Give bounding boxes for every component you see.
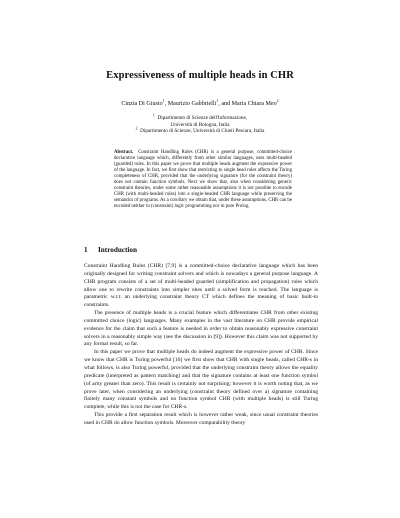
paper-title: Expressiveness of multiple heads in CHR	[106, 70, 294, 81]
affiliation-2	[0, 125, 400, 135]
affiliation-line: Università di Bologna, Italia	[170, 121, 230, 128]
author-name: Maria Chiara Meo	[231, 101, 277, 108]
affiliation-marker: 1	[152, 112, 155, 118]
author-separator: ,	[164, 101, 168, 108]
author-separator: , and	[218, 101, 232, 108]
section-heading	[84, 246, 137, 254]
paragraph: Constraint Handling Rules (CHR) [7,9] is a committed-choice declarative language which has been originally designed for writing constraint solvers and which is nowadays a general purpose language. A CHR program consists of a set of multi-headed guarded (simplification and propagation) rules which allow one to rewrite constraints into simpler ones until a solved form is reached. The language is parametric w.r.t. an underlying constraint theory CT which defines the meaning of basic built-in constraints.	[84, 263, 318, 309]
paragraph: The presence of multiple heads is a crucial feature which differentiates CHR from other existing committed choice (logic) languages. Many examples in the vast literature on CHR provide empirical evidence for the claim that such a feature is needed in order to obtain reasonably expressive constraint solvers in a reasonably simple way (see the discussion in [9]). However this claim was not supported by any formal result, so far.	[84, 310, 318, 348]
abstract-text: Constraint Handling Rules (CHR) is a general purpose, committed-choice declarative language which, differently from other similar languages, uses multi-headed (guarded) rules. In this paper we prove that multiple heads augment the expressive power of the language. In fact, we first show that restricting to single head rules affects the Turing completeness of CHR, provided that the underlying signature (for the constraint theory) does not contain function symbols. Next we show that, also when considering generic constraint theories, under some rather reasonable assumptions it is not possible to encode CHR (with multi-headed rules) into a single-headed CHR language while preserving the semantics of programs. As a corollary we obtain that, under these assumptions, CHR can be encoded neither in (constraint) logic programming nor in pure Prolog.	[114, 150, 293, 210]
section-title: Introduction	[98, 246, 138, 254]
author-name: Maurizio Gabbrielli	[167, 101, 217, 108]
author-name: Cinzia Di Giusto	[121, 101, 163, 108]
author-list	[0, 98, 400, 108]
paragraph: In this paper we prove that multiple heads do indeed augment the expressive power of CHR. Since we know that CHR is Turing powerful [16] we first show that CHR with single heads, called CHR-s in what follows, is also Turing powerful, provided that the underlying constraint theory allows the equality predicate (interpreted as pattern matching) and that the signature contains at least one function symbol (of arity greater than zero). This result is certainly not surprising; however it is worth noting that, as we prove later, when considering an underlying (constraint theory defined over a) signature containing finitely many constant symbols and no function symbol CHR (with multiple heads) is still Turing complete, while this is not the case for CHR-s.	[84, 349, 318, 411]
affiliation-marker: 2	[135, 125, 138, 131]
body-text	[84, 263, 318, 428]
affiliation-1	[0, 112, 400, 122]
affiliation-line: Dipartimento di Scienze, Università di Chieti Pescara, Italia	[140, 128, 265, 135]
abstract-lead: Abstract.	[114, 150, 134, 155]
paragraph: This provide a first separation result which is however rather weak, since usual constraint theories used in CHR do allow function symbols. Moreover computability theory	[84, 412, 318, 426]
section-number: 1	[84, 246, 88, 254]
affiliation-marker: 2	[276, 98, 279, 103]
affiliations	[0, 112, 400, 135]
abstract	[114, 150, 292, 210]
affiliation-line: Dipartimento di Scienze dell'Informazione,	[157, 115, 248, 121]
affiliation-marker: 1	[216, 98, 219, 103]
affiliation-marker: 1	[162, 98, 165, 103]
